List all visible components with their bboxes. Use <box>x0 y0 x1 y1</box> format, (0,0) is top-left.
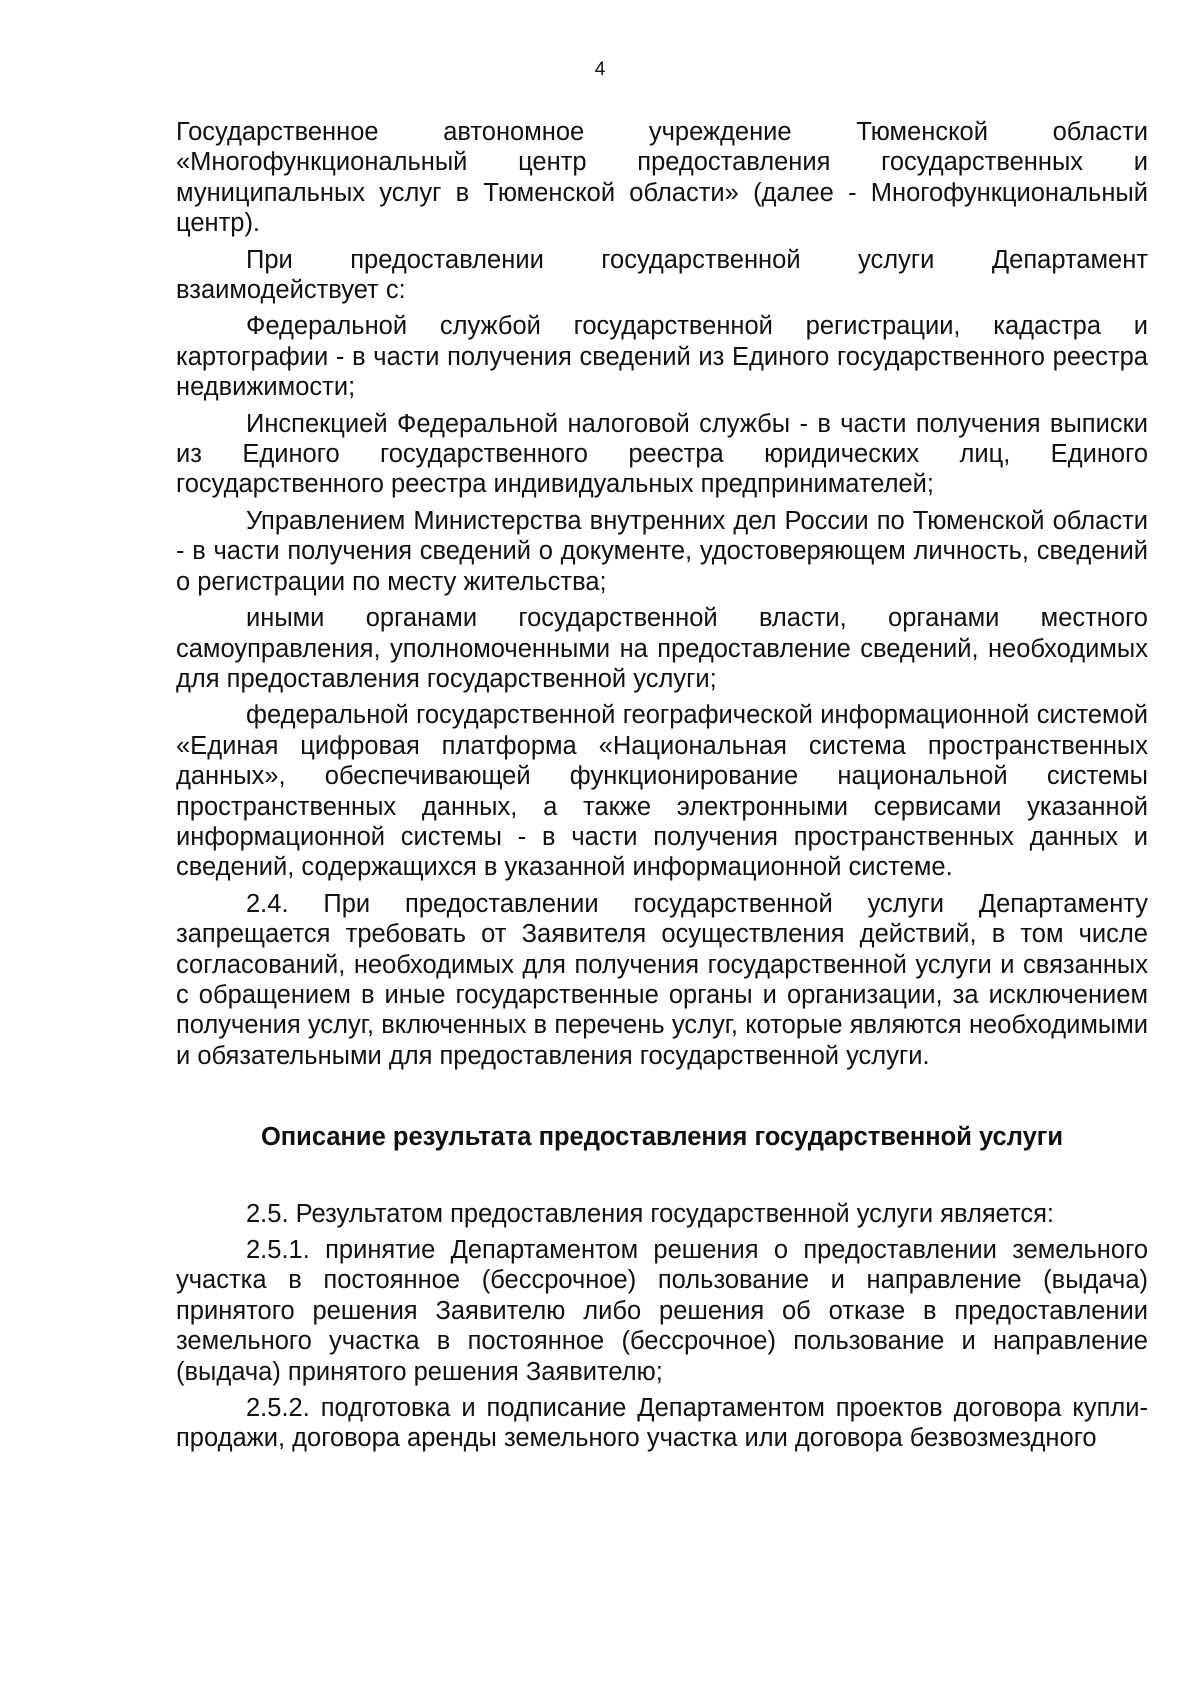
paragraph-2-5-2: 2.5.2. подготовка и подписание Департаментом проектов договора купли-продажи, договора аренды земельного участка или договора безвозмездного <box>176 1394 1148 1453</box>
paragraph-2-5: 2.5. Результатом предоставления государственной услуги является: <box>246 1199 1055 1228</box>
paragraph-spatial-data-platform: федеральной государственной географической информационной системой «Единая цифровая платформа «Национальная система пространственных данных», обеспечивающей функционирование национальной системы пространственных данных, а также электронными сервисами указанной информационной системы - в части получения пространственных данных и сведений, содержащихся в указанной информационной системе. <box>176 701 1148 882</box>
paragraph-mfc-definition: Государственное автономное учреждение Тюменской области «Многофункциональный центр предоставления государственных и муниципальных услуг в Тюменской области» (далее - Многофункциональный центр). <box>176 118 1148 238</box>
paragraph-2-5-1: 2.5.1. принятие Департаментом решения о предоставлении земельного участка в постоянное (бессрочное) пользование и направление (выдача) принятого решения Заявителю либо решения об отказе в предоставлении земельного участка в постоянное (бессрочное) пользование и направление (выдача) принятого решения Заявителю; <box>176 1236 1148 1386</box>
section-heading: Описание результата предоставления государственной услуги <box>260 1123 1064 1152</box>
paragraph-interior-ministry: Управлением Министерства внутренних дел России по Тюменской области - в части получения сведений о документе, удостоверяющем личность, сведений о регистрации по месту жительства; <box>176 506 1148 596</box>
page-number: 4 <box>594 59 606 80</box>
paragraph-other-authorities: иными органами государственной власти, органами местного самоуправления, уполномоченными на предоставление сведений, необходимых для предоставления государственной услуги; <box>176 604 1148 693</box>
document-body <box>176 117 1148 1460</box>
paragraph-interaction-intro: При предоставлении государственной услуги Департамент взаимодействует с: <box>176 245 1148 305</box>
paragraph-2-4: 2.4. При предоставлении государственной услуги Департаменту запрещается требовать от Заявителя осуществления действий, в том числе согласований, необходимых для получения государственной услуги и связанных с обращением в иные государственные органы и организации, за исключением получения услуг, включенных в перечень услуг, которые являются необходимыми и обязательными для предоставления государственной услуги. <box>176 889 1148 1070</box>
paragraph-rosreestr: Федеральной службой государственной регистрации, кадастра и картографии - в части получения сведений из Единого государственного реестра недвижимости; <box>176 312 1148 402</box>
paragraph-tax-service: Инспекцией Федеральной налоговой службы - в части получения выписки из Единого государственного реестра юридических лиц, Единого государственного реестра индивидуальных предпринимателей; <box>176 409 1148 499</box>
